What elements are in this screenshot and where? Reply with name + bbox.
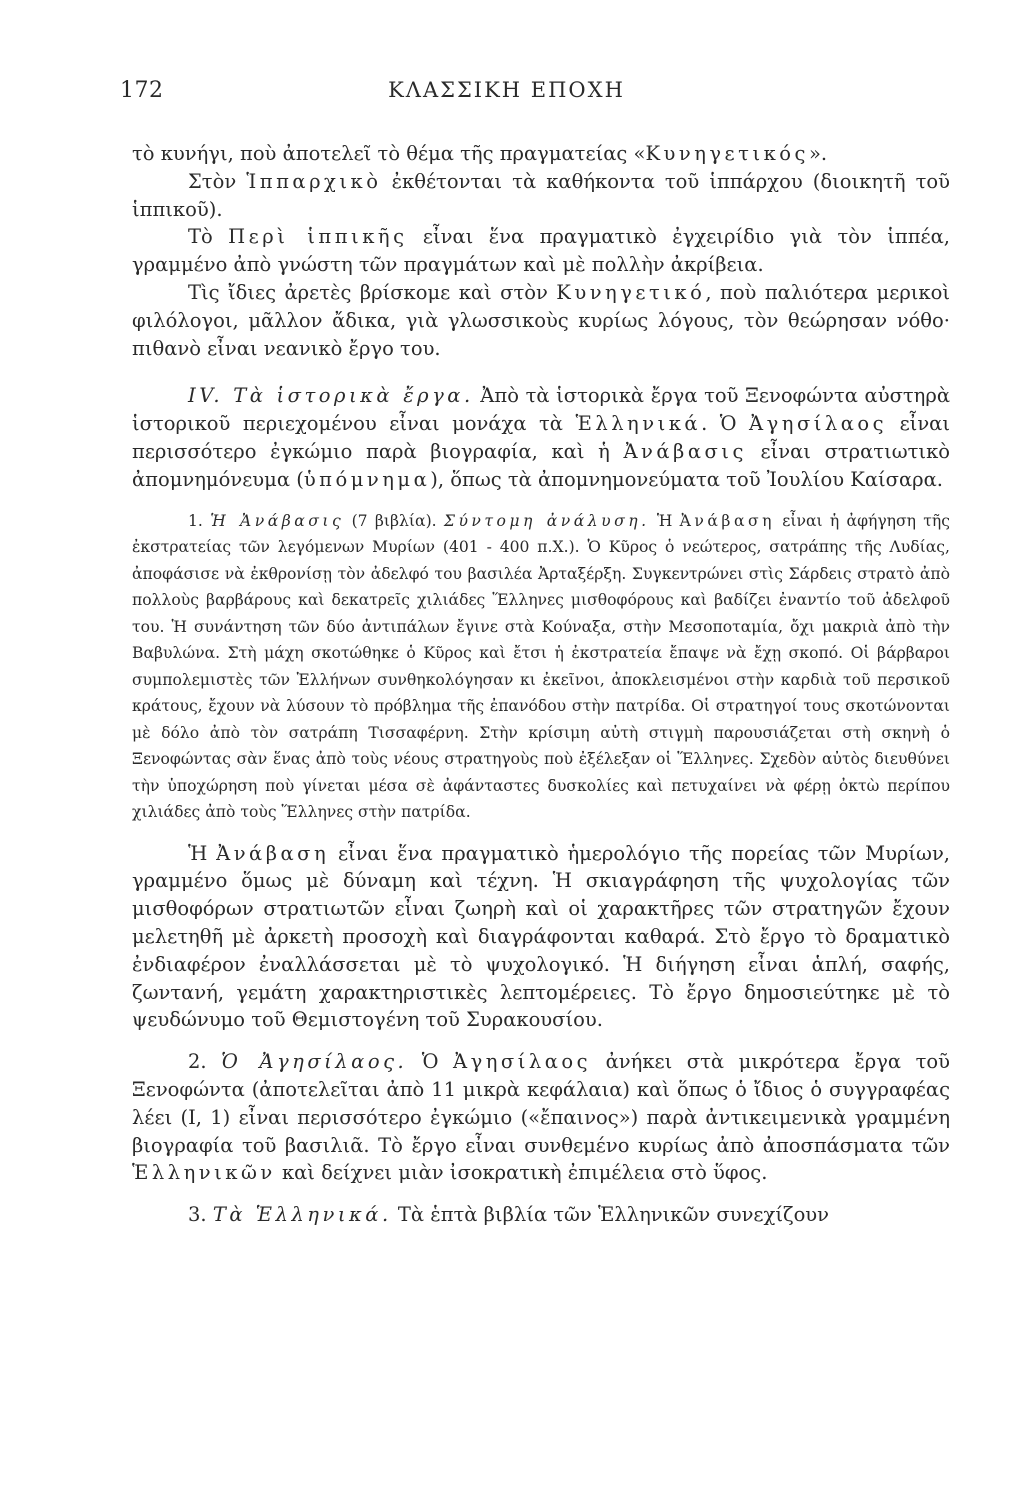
spaced-title: Ἱππαρχικὸ <box>246 169 382 193</box>
running-title: ΚΛΑΣΣΙΚΗ ΕΠΟΧΗ <box>388 78 625 102</box>
summary-title: Ἡ Ἀνάβασις <box>210 511 345 530</box>
summary-paragraph: 1. Ἡ Ἀνάβασις (7 βιβλία). Σύντομη ἀνάλυση. Ἡ Ἀνάβαση εἶναι ἡ ἀφήγηση τῆς ἐκστρατείας τῶν λεγόμενων Μυρίων (401 - 400 π.Χ.). Ὁ Κῦρος ὁ νεώτερος, σατράπης τῆς Λυδίας, ἀποφάσισε νὰ ἐκθρονίσῃ τὸν ἀδελφό του βασιλέα Ἀρταξέρξη. Συγκεντρώνει στὶς Σάρδεις στρατὸ ἀπὸ πολλοὺς βαρβάρους καὶ δεκατρεῖς χιλιάδες Ἕλληνες μισθοφόρους καὶ βαδίζει ἐναντίο τοῦ ἀδελφοῦ του. Ἡ συνάντηση τῶν δύο ἀντιπάλων ἔγινε στὰ Κούναξα, στὴν Μεσοποταμία, ὄχι μακριὰ ἀπὸ τὴν Βαβυλώνα. Στὴ μάχη σκοτώθηκε ὁ Κῦρος καὶ ἔτσι ἡ ἐκστρατεία ἔπαψε νὰ ἔχῃ σκοπό. Οἱ βάρβαροι συμπολεμιστὲς τῶν Ἑλλήνων συνθηκολόγησαν κι ἐκεῖνοι, ἀποκλεισμένοι στὴν καρδιὰ τοῦ περσικοῦ κράτους, ἔχουν νὰ λύσουν τὸ πρόβλημα τῆς ἐπανόδου στὴν πατρίδα. Οἱ στρατηγοί τους σκοτώνονται μὲ δόλο ἀπὸ τὸν σατράπη Τισσαφέρνη. Στὴν κρίσιμη αὐτὴ στιγμὴ παρουσιάζεται στὴ σκηνὴ ὁ Ξενοφώντας σὰν ἕνας ἀπὸ τοὺς νέους στρατηγοὺς ποὺ ἐξέλεξαν οἱ Ἕλληνες. Σχεδὸν αὐτὸς διευθύνει τὴν ὑποχώρηση ποὺ γίνεται μέσα σὲ ἀφάνταστες δυσκολίες καὶ πετυχαίνει νὰ φέρῃ ὀκτὼ περίπου χιλιάδες ἀπὸ τοὺς Ἕλληνες στὴν πατρίδα. <box>132 511 950 822</box>
intro-block <box>132 140 950 362</box>
spaced-title: Ἑλληνικά <box>575 412 702 436</box>
paragraph-virtues: Τὶς ἴδιες ἀρετὲς βρίσκομε καὶ στὸν Κυνηγετικό, ποὺ παλιότερα μερικοὶ φιλόλογοι, μᾶλλον ἄδικα, γιὰ γλωσσικοὺς κυρίως λόγους, τὸν θεώρησαν νόθο· πιθανὸ εἶναι νεανικὸ ἔργο του. <box>132 280 950 360</box>
spaced-title: Περὶ ἱππικῆς <box>228 225 408 249</box>
spaced-title: ὑπόμνημα <box>303 467 431 491</box>
page-body <box>132 140 950 1229</box>
hellenica-title: Τὰ Ἑλληνικά. <box>212 1203 392 1227</box>
hellenica-block <box>132 1201 950 1229</box>
paragraph-historical-works: IV. Τὰ ἱστορικὰ ἔργα. Ἀπὸ τὰ ἱστορικὰ ἔργα τοῦ Ξενοφώντα αὐστηρὰ ἱστορικοῦ περιεχομένου εἶναι μονάχα τὰ Ἑλληνικά. Ὁ Ἀγησίλαος εἶναι περισσότερο ἐγκώμιο παρὰ βιογραφία, καὶ ἡ Ἀνάβασις εἶναι στρατιωτικὸ ἀπομνημόνευμα (ὑπόμνημα), ὅπως τὰ ἀπομνημονεύματα τοῦ Ἰουλίου Καίσαρα. <box>132 384 950 491</box>
paragraph-peri-hippikes: Τὸ Περὶ ἱππικῆς εἶναι ἕνα πραγματικὸ ἐγχειρίδιο γιὰ τὸν ἱππέα, γραμμένο ἀπὸ γνώστη τῶν πραγμάτων καὶ μὲ πολλὴν ἀκρίβεια. <box>132 225 950 277</box>
paragraph-hellenica: 3. Τὰ Ἑλληνικά. Τὰ ἑπτὰ βιβλία τῶν Ἑλληνικῶν συνεχίζουν <box>188 1203 830 1227</box>
spaced-title: Ἀνάβασις <box>623 439 747 463</box>
paragraph-hipparchikos: Στὸν Ἱππαρχικὸ ἐκθέτονται τὰ καθήκοντα τοῦ ἱππάρχου (διοικητῆ τοῦ ἱππικοῦ). <box>132 169 950 221</box>
spaced-title: Ἀνάβαση <box>679 511 775 530</box>
page-number: 172 <box>120 78 164 103</box>
spaced-title: Ἑλληνικῶν <box>132 1161 276 1185</box>
running-head <box>0 0 1013 110</box>
spaced-title: Ἀνάβαση <box>216 841 330 865</box>
agesilaus-block <box>132 1048 950 1187</box>
anabasis-block <box>132 840 950 1035</box>
anabasis-summary <box>132 508 950 826</box>
paragraph-kynegetikos: τὸ κυνήγι, ποὺ ἀποτελεῖ τὸ θέμα τῆς πραγματείας «Κυνηγετικός». <box>132 142 828 165</box>
section-heading: IV. Τὰ ἱστορικὰ ἔργα. <box>188 384 474 408</box>
agesilaus-title: Ὁ Ἀγησίλαος. <box>221 1050 408 1074</box>
paragraph-agesilaus: 2. Ὁ Ἀγησίλαος. Ὁ Ἀγησίλαος ἀνήκει στὰ μικρότερα ἔργα τοῦ Ξενοφώντα (ἀποτελεῖται ἀπὸ 11 μικρὰ κεφάλαια) καὶ ὅπως ὁ ἴδιος ὁ συγγραφέας λέει (Ι, 1) εἶναι περισσότερο ἐγκώμιο («ἔπαινος») παρὰ ἀντικειμενικὰ γραμμένη βιογραφία τοῦ βασιλιᾶ. Τὸ ἔργο εἶναι συνθεμένο κυρίως ἀπὸ ἀποσπάσματα τῶν Ἑλληνικῶν καὶ δείχνει μιὰν ἰσοκρατικὴ ἐπιμέλεια στὸ ὕφος. <box>132 1050 950 1185</box>
summary-label: Σύντομη ἀνάλυση. <box>443 511 650 530</box>
spaced-title: Ἀγησίλαος <box>453 1050 592 1074</box>
spaced-title: Κυνηγετικός <box>645 142 809 165</box>
spaced-title: Κυνηγετικό <box>556 280 706 304</box>
paragraph-anabasis: Ἡ Ἀνάβαση εἶναι ἕνα πραγματικὸ ἡμερολόγιο τῆς πορείας τῶν Μυρίων, γραμμένο ὅμως μὲ δύναμη καὶ τέχνη. Ἡ σκιαγράφηση τῆς ψυχολογίας τῶν μισθοφόρων στρατιωτῶν εἶναι ζωηρὴ καὶ οἱ χαρακτῆρες τῶν στρατηγῶν ἔχουν μελετηθῆ μὲ ἀρκετὴ προσοχὴ καὶ διαγράφονται καθαρά. Στὸ ἔργο τὸ δραματικὸ ἐνδιαφέρον ἐναλλάσσεται μὲ τὸ ψυχολογικό. Ἡ διήγηση εἶναι ἁπλή, σαφής, ζωντανή, γεμάτη χαρακτηριστικὲς λεπτομέρειες. Τὸ ἔργο δημοσιεύτηκε μὲ τὸ ψευδώνυμο τοῦ Θεμιστογένη τοῦ Συρακουσίου. <box>132 841 950 1032</box>
section-iv <box>132 382 950 493</box>
spaced-title: Ἀγησίλαος <box>749 412 888 436</box>
